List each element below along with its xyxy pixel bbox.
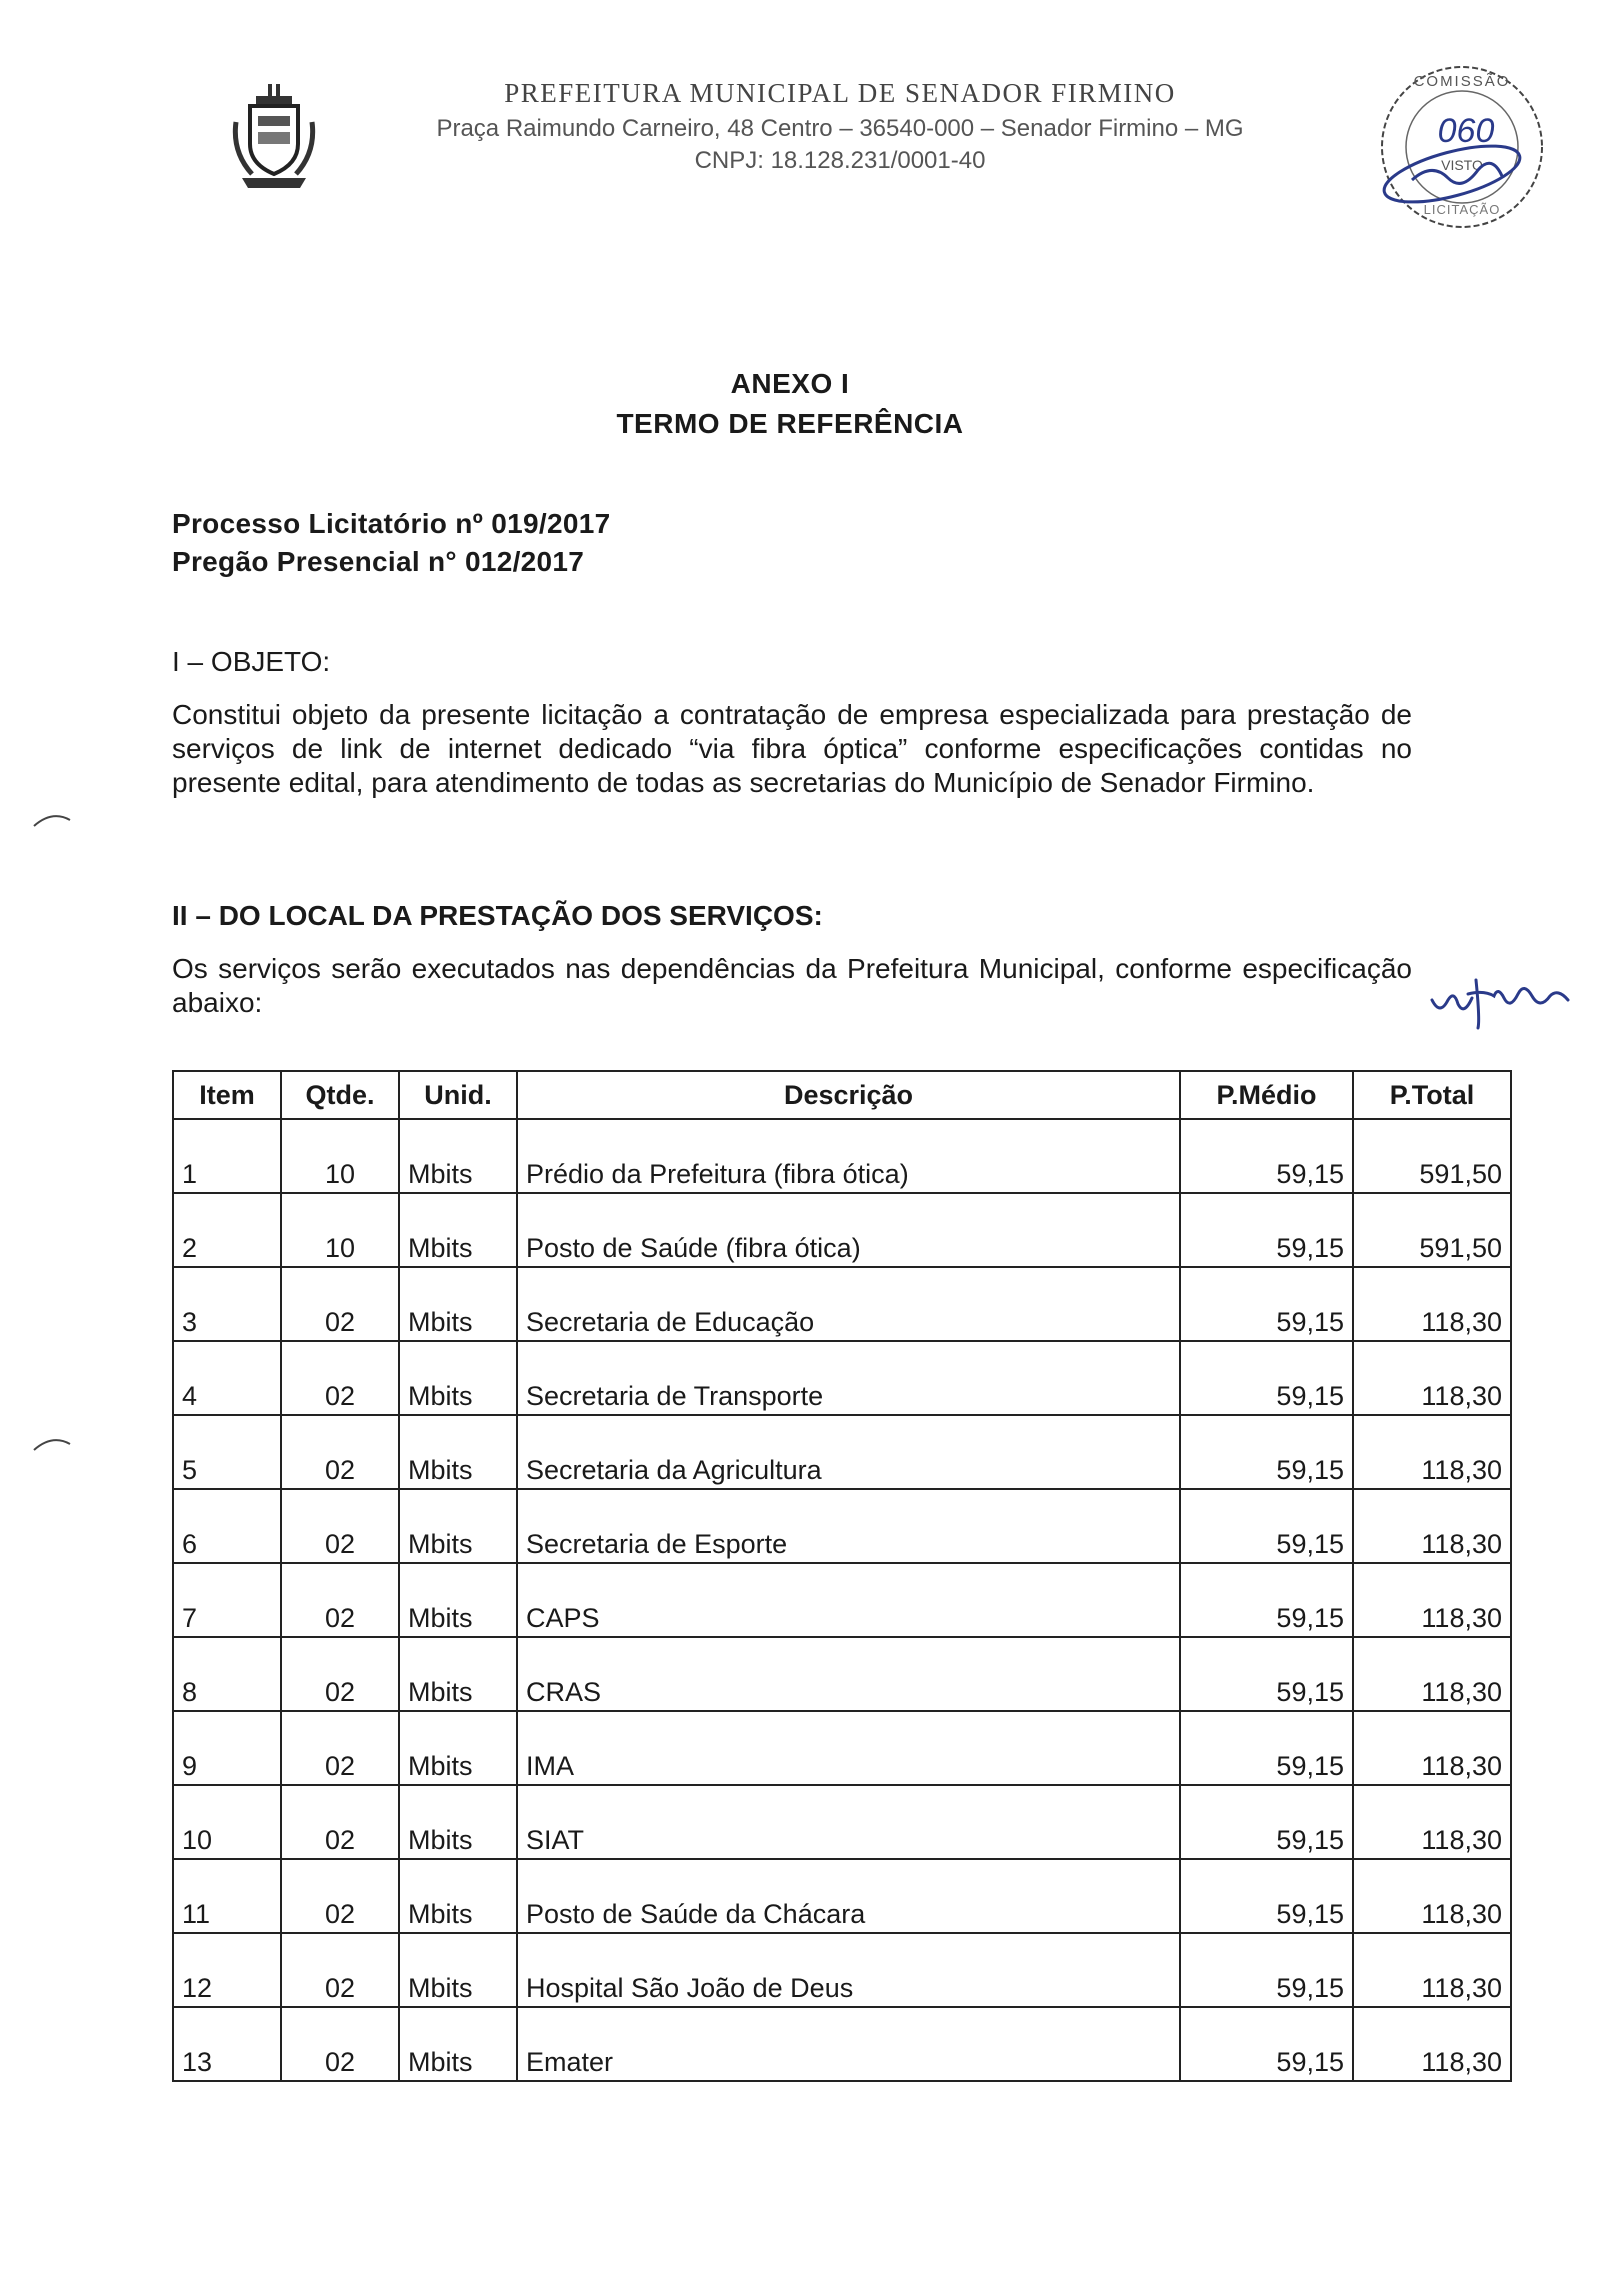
cell-unid: Mbits xyxy=(399,1785,517,1859)
col-ptotal-header: P.Total xyxy=(1353,1071,1511,1119)
cell-pmedio: 59,15 xyxy=(1180,1267,1353,1341)
organization-address: Praça Raimundo Carneiro, 48 Centro – 36540-000 – Senador Firmino – MG xyxy=(436,115,1244,142)
cell-unid: Mbits xyxy=(399,1341,517,1415)
cell-qtde: 02 xyxy=(281,1637,399,1711)
cell-ptotal: 118,30 xyxy=(1353,1637,1511,1711)
cell-ptotal: 118,30 xyxy=(1353,1859,1511,1933)
cell-pmedio: 59,15 xyxy=(1180,1563,1353,1637)
table-row xyxy=(173,1415,1511,1489)
cell-item: 12 xyxy=(173,1933,281,2007)
document-title xyxy=(0,368,1580,448)
organization-cnpj: CNPJ: 18.128.231/0001-40 xyxy=(694,147,986,174)
cell-pmedio: 59,15 xyxy=(1180,1637,1353,1711)
letterhead xyxy=(340,78,1340,179)
handwritten-initials xyxy=(1428,960,1578,1030)
section-local-text: Os serviços serão executados nas dependências da Prefeitura Municipal, conforme especificação abaixo: xyxy=(172,953,1412,1018)
cell-descricao: CRAS xyxy=(517,1637,1180,1711)
col-item-header: Item xyxy=(173,1071,281,1119)
stamp-bottom-text: LICITAÇÃO xyxy=(1423,202,1501,217)
cell-unid: Mbits xyxy=(399,1859,517,1933)
cell-pmedio: 59,15 xyxy=(1180,1785,1353,1859)
col-unid-header: Unid. xyxy=(399,1071,517,1119)
cell-ptotal: 118,30 xyxy=(1353,2007,1511,2081)
cell-pmedio: 59,15 xyxy=(1180,1341,1353,1415)
cell-item: 1 xyxy=(173,1119,281,1193)
services-table xyxy=(172,1070,1512,2082)
cell-unid: Mbits xyxy=(399,1933,517,2007)
bidding-process-number: Processo Licitatório nº 019/2017 xyxy=(172,508,611,539)
cell-ptotal: 118,30 xyxy=(1353,1933,1511,2007)
cell-pmedio: 59,15 xyxy=(1180,1489,1353,1563)
cell-unid: Mbits xyxy=(399,1119,517,1193)
cell-descricao: Secretaria de Educação xyxy=(517,1267,1180,1341)
cell-item: 5 xyxy=(173,1415,281,1489)
cell-qtde: 02 xyxy=(281,1341,399,1415)
stamp-top-text: COMISSÃO xyxy=(1413,73,1511,90)
cell-item: 10 xyxy=(173,1785,281,1859)
cell-pmedio: 59,15 xyxy=(1180,1119,1353,1193)
cell-ptotal: 118,30 xyxy=(1353,1341,1511,1415)
table-row xyxy=(173,1193,1511,1267)
reference-term-title: TERMO DE REFERÊNCIA xyxy=(616,408,964,439)
col-qtde-header: Qtde. xyxy=(281,1071,399,1119)
stamp-middle-text: VISTO xyxy=(1441,157,1483,173)
section-objeto-heading: I – OBJETO: xyxy=(172,646,331,677)
organization-name: PREFEITURA MUNICIPAL DE SENADOR FIRMINO xyxy=(504,78,1176,108)
table-row xyxy=(173,1267,1511,1341)
cell-qtde: 02 xyxy=(281,1785,399,1859)
cell-item: 9 xyxy=(173,1711,281,1785)
table-row xyxy=(173,1933,1511,2007)
cell-ptotal: 591,50 xyxy=(1353,1193,1511,1267)
cell-item: 7 xyxy=(173,1563,281,1637)
margin-mark xyxy=(32,1434,72,1454)
cell-item: 4 xyxy=(173,1341,281,1415)
table-header-row xyxy=(173,1071,1511,1119)
cell-unid: Mbits xyxy=(399,1563,517,1637)
cell-item: 2 xyxy=(173,1193,281,1267)
cell-qtde: 02 xyxy=(281,1711,399,1785)
cell-item: 6 xyxy=(173,1489,281,1563)
cell-qtde: 02 xyxy=(281,1415,399,1489)
table-row xyxy=(173,1859,1511,1933)
cell-unid: Mbits xyxy=(399,1711,517,1785)
cell-ptotal: 118,30 xyxy=(1353,1415,1511,1489)
cell-unid: Mbits xyxy=(399,1637,517,1711)
process-info xyxy=(172,508,610,584)
cell-ptotal: 591,50 xyxy=(1353,1119,1511,1193)
cell-ptotal: 118,30 xyxy=(1353,1267,1511,1341)
table-row xyxy=(173,1637,1511,1711)
cell-unid: Mbits xyxy=(399,2007,517,2081)
table-row xyxy=(173,2007,1511,2081)
cell-pmedio: 59,15 xyxy=(1180,2007,1353,2081)
cell-qtde: 02 xyxy=(281,1267,399,1341)
cell-item: 3 xyxy=(173,1267,281,1341)
table-row xyxy=(173,1711,1511,1785)
cell-descricao: Secretaria de Transporte xyxy=(517,1341,1180,1415)
cell-pmedio: 59,15 xyxy=(1180,1933,1353,2007)
annex-title: ANEXO I xyxy=(730,368,850,399)
stamp-number: 060 xyxy=(1437,112,1495,150)
table-row xyxy=(173,1563,1511,1637)
cell-qtde: 10 xyxy=(281,1119,399,1193)
cell-pmedio: 59,15 xyxy=(1180,1415,1353,1489)
cell-item: 8 xyxy=(173,1637,281,1711)
cell-descricao: Emater xyxy=(517,2007,1180,2081)
cell-qtde: 10 xyxy=(281,1193,399,1267)
auction-number: Pregão Presencial n° 012/2017 xyxy=(172,546,585,577)
cell-descricao: Hospital São João de Deus xyxy=(517,1933,1180,2007)
margin-mark xyxy=(32,810,72,830)
cell-unid: Mbits xyxy=(399,1415,517,1489)
cell-descricao: CAPS xyxy=(517,1563,1180,1637)
cell-descricao: Secretaria de Esporte xyxy=(517,1489,1180,1563)
cell-unid: Mbits xyxy=(399,1193,517,1267)
section-local-heading: II – DO LOCAL DA PRESTAÇÃO DOS SERVIÇOS: xyxy=(172,900,823,931)
commission-stamp xyxy=(1352,52,1562,242)
cell-descricao: Secretaria da Agricultura xyxy=(517,1415,1180,1489)
cell-ptotal: 118,30 xyxy=(1353,1785,1511,1859)
cell-item: 13 xyxy=(173,2007,281,2081)
cell-qtde: 02 xyxy=(281,1933,399,2007)
cell-item: 11 xyxy=(173,1859,281,1933)
table-row xyxy=(173,1785,1511,1859)
cell-descricao: IMA xyxy=(517,1711,1180,1785)
cell-descricao: Prédio da Prefeitura (fibra ótica) xyxy=(517,1119,1180,1193)
cell-qtde: 02 xyxy=(281,2007,399,2081)
cell-descricao: SIAT xyxy=(517,1785,1180,1859)
cell-pmedio: 59,15 xyxy=(1180,1859,1353,1933)
cell-descricao: Posto de Saúde (fibra ótica) xyxy=(517,1193,1180,1267)
table-row xyxy=(173,1489,1511,1563)
cell-qtde: 02 xyxy=(281,1859,399,1933)
municipal-crest-icon xyxy=(228,82,320,192)
cell-qtde: 02 xyxy=(281,1489,399,1563)
cell-pmedio: 59,15 xyxy=(1180,1711,1353,1785)
table-row xyxy=(173,1119,1511,1193)
col-descricao-header: Descrição xyxy=(517,1071,1180,1119)
cell-descricao: Posto de Saúde da Chácara xyxy=(517,1859,1180,1933)
cell-unid: Mbits xyxy=(399,1489,517,1563)
cell-ptotal: 118,30 xyxy=(1353,1711,1511,1785)
cell-pmedio: 59,15 xyxy=(1180,1193,1353,1267)
cell-ptotal: 118,30 xyxy=(1353,1563,1511,1637)
cell-unid: Mbits xyxy=(399,1267,517,1341)
cell-qtde: 02 xyxy=(281,1563,399,1637)
col-pmedio-header: P.Médio xyxy=(1180,1071,1353,1119)
cell-ptotal: 118,30 xyxy=(1353,1489,1511,1563)
table-row xyxy=(173,1341,1511,1415)
section-objeto-text: Constitui objeto da presente licitação a contratação de empresa especializada para prestação de serviços de link de internet dedicado “via fibra óptica” conforme especificações contidas no presente edital, para atendimento de todas as secretarias do Município de Senador Firmino. xyxy=(172,699,1412,798)
